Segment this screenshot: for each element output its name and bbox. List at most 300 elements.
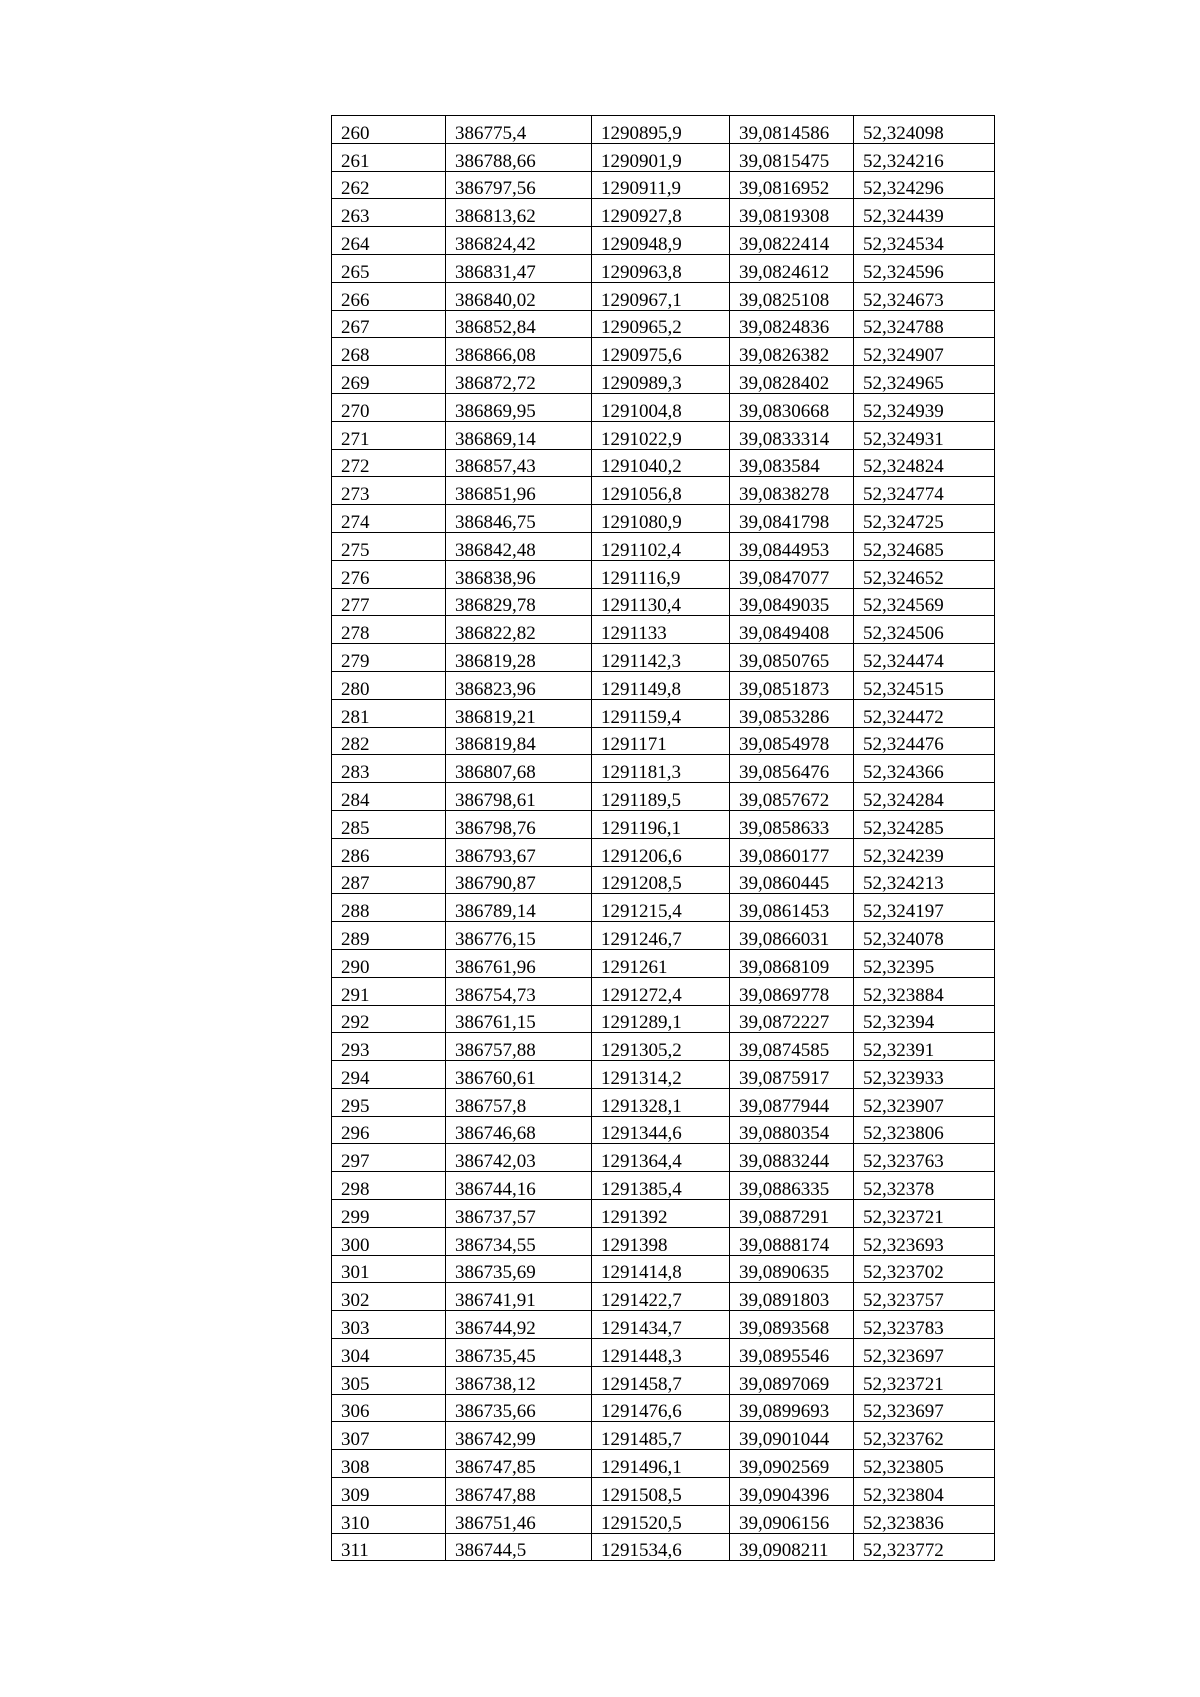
latitude-cell: 52,324285 <box>854 810 995 838</box>
point-number-cell: 299 <box>332 1200 446 1228</box>
latitude-cell: 52,324939 <box>854 393 995 421</box>
latitude-cell: 52,323783 <box>854 1311 995 1339</box>
point-number-cell: 265 <box>332 254 446 282</box>
point-number-cell: 293 <box>332 1033 446 1061</box>
y-coordinate-cell: 1290927,8 <box>592 199 730 227</box>
y-coordinate-cell: 1290989,3 <box>592 366 730 394</box>
table-row <box>332 616 995 644</box>
longitude-cell: 39,0815475 <box>730 143 854 171</box>
x-coordinate-cell: 386751,46 <box>446 1505 592 1533</box>
y-coordinate-cell: 1291189,5 <box>592 783 730 811</box>
latitude-cell: 52,324213 <box>854 866 995 894</box>
latitude-cell: 52,323697 <box>854 1339 995 1367</box>
point-number-cell: 263 <box>332 199 446 227</box>
y-coordinate-cell: 1291261 <box>592 949 730 977</box>
table-row <box>332 644 995 672</box>
longitude-cell: 39,0824612 <box>730 254 854 282</box>
x-coordinate-cell: 386789,14 <box>446 894 592 922</box>
point-number-cell: 287 <box>332 866 446 894</box>
longitude-cell: 39,0838278 <box>730 477 854 505</box>
x-coordinate-cell: 386788,66 <box>446 143 592 171</box>
table-row <box>332 1033 995 1061</box>
y-coordinate-cell: 1291448,3 <box>592 1339 730 1367</box>
longitude-cell: 39,0899693 <box>730 1394 854 1422</box>
longitude-cell: 39,0851873 <box>730 671 854 699</box>
table-row <box>332 866 995 894</box>
latitude-cell: 52,324965 <box>854 366 995 394</box>
table-row <box>332 1311 995 1339</box>
point-number-cell: 298 <box>332 1172 446 1200</box>
y-coordinate-cell: 1291385,4 <box>592 1172 730 1200</box>
y-coordinate-cell: 1291328,1 <box>592 1088 730 1116</box>
x-coordinate-cell: 386807,68 <box>446 755 592 783</box>
y-coordinate-cell: 1291246,7 <box>592 922 730 950</box>
table-row <box>332 949 995 977</box>
longitude-cell: 39,0874585 <box>730 1033 854 1061</box>
latitude-cell: 52,324515 <box>854 671 995 699</box>
table-row <box>332 227 995 255</box>
y-coordinate-cell: 1291149,8 <box>592 671 730 699</box>
table-row <box>332 254 995 282</box>
longitude-cell: 39,0877944 <box>730 1088 854 1116</box>
latitude-cell: 52,323806 <box>854 1116 995 1144</box>
x-coordinate-cell: 386741,91 <box>446 1283 592 1311</box>
table-row <box>332 699 995 727</box>
latitude-cell: 52,324098 <box>854 116 995 144</box>
longitude-cell: 39,0872227 <box>730 1005 854 1033</box>
latitude-cell: 52,324652 <box>854 560 995 588</box>
x-coordinate-cell: 386744,16 <box>446 1172 592 1200</box>
x-coordinate-cell: 386869,95 <box>446 393 592 421</box>
y-coordinate-cell: 1291208,5 <box>592 866 730 894</box>
x-coordinate-cell: 386822,82 <box>446 616 592 644</box>
x-coordinate-cell: 386761,15 <box>446 1005 592 1033</box>
x-coordinate-cell: 386831,47 <box>446 254 592 282</box>
point-number-cell: 308 <box>332 1450 446 1478</box>
y-coordinate-cell: 1291414,8 <box>592 1255 730 1283</box>
y-coordinate-cell: 1290967,1 <box>592 282 730 310</box>
table-row <box>332 1366 995 1394</box>
longitude-cell: 39,0860445 <box>730 866 854 894</box>
point-number-cell: 300 <box>332 1227 446 1255</box>
latitude-cell: 52,324534 <box>854 227 995 255</box>
longitude-cell: 39,0854978 <box>730 727 854 755</box>
point-number-cell: 295 <box>332 1088 446 1116</box>
table-row <box>332 894 995 922</box>
table-row <box>332 1172 995 1200</box>
point-number-cell: 285 <box>332 810 446 838</box>
y-coordinate-cell: 1291206,6 <box>592 838 730 866</box>
latitude-cell: 52,324216 <box>854 143 995 171</box>
longitude-cell: 39,0856476 <box>730 755 854 783</box>
point-number-cell: 297 <box>332 1144 446 1172</box>
y-coordinate-cell: 1291398 <box>592 1227 730 1255</box>
y-coordinate-cell: 1291130,4 <box>592 588 730 616</box>
longitude-cell: 39,0906156 <box>730 1505 854 1533</box>
latitude-cell: 52,323693 <box>854 1227 995 1255</box>
y-coordinate-cell: 1291022,9 <box>592 421 730 449</box>
latitude-cell: 52,324596 <box>854 254 995 282</box>
table-row <box>332 1478 995 1506</box>
table-row <box>332 532 995 560</box>
table-row <box>332 143 995 171</box>
longitude-cell: 39,0891803 <box>730 1283 854 1311</box>
x-coordinate-cell: 386866,08 <box>446 338 592 366</box>
point-number-cell: 283 <box>332 755 446 783</box>
table-row <box>332 199 995 227</box>
latitude-cell: 52,323907 <box>854 1088 995 1116</box>
longitude-cell: 39,083584 <box>730 449 854 477</box>
table-row <box>332 1283 995 1311</box>
point-number-cell: 281 <box>332 699 446 727</box>
point-number-cell: 310 <box>332 1505 446 1533</box>
y-coordinate-cell: 1291392 <box>592 1200 730 1228</box>
point-number-cell: 291 <box>332 977 446 1005</box>
latitude-cell: 52,324907 <box>854 338 995 366</box>
table-row <box>332 449 995 477</box>
table-row <box>332 1255 995 1283</box>
point-number-cell: 275 <box>332 532 446 560</box>
longitude-cell: 39,0847077 <box>730 560 854 588</box>
y-coordinate-cell: 1291215,4 <box>592 894 730 922</box>
y-coordinate-cell: 1291434,7 <box>592 1311 730 1339</box>
latitude-cell: 52,32395 <box>854 949 995 977</box>
point-number-cell: 304 <box>332 1339 446 1367</box>
table-row <box>332 1533 995 1561</box>
point-number-cell: 306 <box>332 1394 446 1422</box>
table-row <box>332 810 995 838</box>
x-coordinate-cell: 386852,84 <box>446 310 592 338</box>
point-number-cell: 282 <box>332 727 446 755</box>
table-row <box>332 393 995 421</box>
y-coordinate-cell: 1291422,7 <box>592 1283 730 1311</box>
y-coordinate-cell: 1291458,7 <box>592 1366 730 1394</box>
latitude-cell: 52,324506 <box>854 616 995 644</box>
x-coordinate-cell: 386757,8 <box>446 1088 592 1116</box>
x-coordinate-cell: 386735,45 <box>446 1339 592 1367</box>
table-row <box>332 1505 995 1533</box>
longitude-cell: 39,0850765 <box>730 644 854 672</box>
longitude-cell: 39,0868109 <box>730 949 854 977</box>
longitude-cell: 39,0841798 <box>730 505 854 533</box>
point-number-cell: 292 <box>332 1005 446 1033</box>
x-coordinate-cell: 386869,14 <box>446 421 592 449</box>
x-coordinate-cell: 386735,69 <box>446 1255 592 1283</box>
longitude-cell: 39,0890635 <box>730 1255 854 1283</box>
x-coordinate-cell: 386857,43 <box>446 449 592 477</box>
longitude-cell: 39,0904396 <box>730 1478 854 1506</box>
longitude-cell: 39,0869778 <box>730 977 854 1005</box>
x-coordinate-cell: 386838,96 <box>446 560 592 588</box>
point-number-cell: 264 <box>332 227 446 255</box>
longitude-cell: 39,0819308 <box>730 199 854 227</box>
longitude-cell: 39,0886335 <box>730 1172 854 1200</box>
table-row <box>332 310 995 338</box>
x-coordinate-cell: 386776,15 <box>446 922 592 950</box>
y-coordinate-cell: 1291508,5 <box>592 1478 730 1506</box>
longitude-cell: 39,0893568 <box>730 1311 854 1339</box>
x-coordinate-cell: 386819,84 <box>446 727 592 755</box>
point-number-cell: 278 <box>332 616 446 644</box>
longitude-cell: 39,0880354 <box>730 1116 854 1144</box>
x-coordinate-cell: 386797,56 <box>446 171 592 199</box>
latitude-cell: 52,323772 <box>854 1533 995 1561</box>
table-row <box>332 366 995 394</box>
table-row <box>332 671 995 699</box>
y-coordinate-cell: 1291520,5 <box>592 1505 730 1533</box>
latitude-cell: 52,324788 <box>854 310 995 338</box>
y-coordinate-cell: 1291485,7 <box>592 1422 730 1450</box>
coordinates-table <box>331 115 995 1561</box>
table-row <box>332 755 995 783</box>
point-number-cell: 272 <box>332 449 446 477</box>
point-number-cell: 288 <box>332 894 446 922</box>
latitude-cell: 52,324284 <box>854 783 995 811</box>
point-number-cell: 279 <box>332 644 446 672</box>
y-coordinate-cell: 1291171 <box>592 727 730 755</box>
point-number-cell: 305 <box>332 1366 446 1394</box>
y-coordinate-cell: 1291181,3 <box>592 755 730 783</box>
latitude-cell: 52,323721 <box>854 1200 995 1228</box>
longitude-cell: 39,0875917 <box>730 1061 854 1089</box>
y-coordinate-cell: 1290901,9 <box>592 143 730 171</box>
longitude-cell: 39,0861453 <box>730 894 854 922</box>
coordinates-table-body <box>332 116 995 1561</box>
point-number-cell: 301 <box>332 1255 446 1283</box>
point-number-cell: 261 <box>332 143 446 171</box>
point-number-cell: 289 <box>332 922 446 950</box>
longitude-cell: 39,0883244 <box>730 1144 854 1172</box>
longitude-cell: 39,0849035 <box>730 588 854 616</box>
y-coordinate-cell: 1291272,4 <box>592 977 730 1005</box>
latitude-cell: 52,323804 <box>854 1478 995 1506</box>
latitude-cell: 52,323697 <box>854 1394 995 1422</box>
x-coordinate-cell: 386842,48 <box>446 532 592 560</box>
point-number-cell: 290 <box>332 949 446 977</box>
table-row <box>332 1088 995 1116</box>
x-coordinate-cell: 386747,88 <box>446 1478 592 1506</box>
point-number-cell: 267 <box>332 310 446 338</box>
table-row <box>332 171 995 199</box>
y-coordinate-cell: 1291476,6 <box>592 1394 730 1422</box>
latitude-cell: 52,324239 <box>854 838 995 866</box>
y-coordinate-cell: 1291080,9 <box>592 505 730 533</box>
x-coordinate-cell: 386823,96 <box>446 671 592 699</box>
y-coordinate-cell: 1291116,9 <box>592 560 730 588</box>
x-coordinate-cell: 386746,68 <box>446 1116 592 1144</box>
point-number-cell: 303 <box>332 1311 446 1339</box>
x-coordinate-cell: 386793,67 <box>446 838 592 866</box>
longitude-cell: 39,0833314 <box>730 421 854 449</box>
longitude-cell: 39,0897069 <box>730 1366 854 1394</box>
point-number-cell: 307 <box>332 1422 446 1450</box>
x-coordinate-cell: 386760,61 <box>446 1061 592 1089</box>
table-row <box>332 838 995 866</box>
point-number-cell: 262 <box>332 171 446 199</box>
y-coordinate-cell: 1291289,1 <box>592 1005 730 1033</box>
latitude-cell: 52,323933 <box>854 1061 995 1089</box>
x-coordinate-cell: 386747,85 <box>446 1450 592 1478</box>
latitude-cell: 52,323757 <box>854 1283 995 1311</box>
y-coordinate-cell: 1290948,9 <box>592 227 730 255</box>
table-row <box>332 1116 995 1144</box>
y-coordinate-cell: 1291133 <box>592 616 730 644</box>
point-number-cell: 269 <box>332 366 446 394</box>
latitude-cell: 52,323702 <box>854 1255 995 1283</box>
latitude-cell: 52,32391 <box>854 1033 995 1061</box>
longitude-cell: 39,0858633 <box>730 810 854 838</box>
longitude-cell: 39,0822414 <box>730 227 854 255</box>
table-row <box>332 783 995 811</box>
longitude-cell: 39,0901044 <box>730 1422 854 1450</box>
y-coordinate-cell: 1290965,2 <box>592 310 730 338</box>
latitude-cell: 52,324476 <box>854 727 995 755</box>
table-row <box>332 560 995 588</box>
x-coordinate-cell: 386846,75 <box>446 505 592 533</box>
y-coordinate-cell: 1290895,9 <box>592 116 730 144</box>
latitude-cell: 52,32378 <box>854 1172 995 1200</box>
latitude-cell: 52,324078 <box>854 922 995 950</box>
y-coordinate-cell: 1290975,6 <box>592 338 730 366</box>
y-coordinate-cell: 1291314,2 <box>592 1061 730 1089</box>
longitude-cell: 39,0860177 <box>730 838 854 866</box>
point-number-cell: 286 <box>332 838 446 866</box>
y-coordinate-cell: 1291196,1 <box>592 810 730 838</box>
latitude-cell: 52,323884 <box>854 977 995 1005</box>
table-row <box>332 727 995 755</box>
y-coordinate-cell: 1291056,8 <box>592 477 730 505</box>
point-number-cell: 268 <box>332 338 446 366</box>
point-number-cell: 284 <box>332 783 446 811</box>
y-coordinate-cell: 1291159,4 <box>592 699 730 727</box>
longitude-cell: 39,0825108 <box>730 282 854 310</box>
x-coordinate-cell: 386737,57 <box>446 1200 592 1228</box>
longitude-cell: 39,0824836 <box>730 310 854 338</box>
x-coordinate-cell: 386829,78 <box>446 588 592 616</box>
table-row <box>332 1144 995 1172</box>
latitude-cell: 52,324774 <box>854 477 995 505</box>
point-number-cell: 276 <box>332 560 446 588</box>
longitude-cell: 39,0866031 <box>730 922 854 950</box>
point-number-cell: 311 <box>332 1533 446 1561</box>
latitude-cell: 52,324197 <box>854 894 995 922</box>
x-coordinate-cell: 386824,42 <box>446 227 592 255</box>
x-coordinate-cell: 386775,4 <box>446 116 592 144</box>
point-number-cell: 260 <box>332 116 446 144</box>
point-number-cell: 302 <box>332 1283 446 1311</box>
latitude-cell: 52,324366 <box>854 755 995 783</box>
longitude-cell: 39,0887291 <box>730 1200 854 1228</box>
latitude-cell: 52,323763 <box>854 1144 995 1172</box>
x-coordinate-cell: 386790,87 <box>446 866 592 894</box>
longitude-cell: 39,0902569 <box>730 1450 854 1478</box>
table-row <box>332 1005 995 1033</box>
table-row <box>332 922 995 950</box>
latitude-cell: 52,324931 <box>854 421 995 449</box>
x-coordinate-cell: 386798,61 <box>446 783 592 811</box>
latitude-cell: 52,324673 <box>854 282 995 310</box>
y-coordinate-cell: 1290963,8 <box>592 254 730 282</box>
table-row <box>332 477 995 505</box>
table-row <box>332 505 995 533</box>
latitude-cell: 52,324569 <box>854 588 995 616</box>
point-number-cell: 266 <box>332 282 446 310</box>
y-coordinate-cell: 1291496,1 <box>592 1450 730 1478</box>
longitude-cell: 39,0849408 <box>730 616 854 644</box>
point-number-cell: 271 <box>332 421 446 449</box>
point-number-cell: 296 <box>332 1116 446 1144</box>
longitude-cell: 39,0828402 <box>730 366 854 394</box>
latitude-cell: 52,323721 <box>854 1366 995 1394</box>
y-coordinate-cell: 1291305,2 <box>592 1033 730 1061</box>
longitude-cell: 39,0857672 <box>730 783 854 811</box>
latitude-cell: 52,324474 <box>854 644 995 672</box>
x-coordinate-cell: 386819,21 <box>446 699 592 727</box>
longitude-cell: 39,0895546 <box>730 1339 854 1367</box>
latitude-cell: 52,324824 <box>854 449 995 477</box>
table-row <box>332 282 995 310</box>
longitude-cell: 39,0888174 <box>730 1227 854 1255</box>
x-coordinate-cell: 386851,96 <box>446 477 592 505</box>
point-number-cell: 309 <box>332 1478 446 1506</box>
y-coordinate-cell: 1290911,9 <box>592 171 730 199</box>
latitude-cell: 52,32394 <box>854 1005 995 1033</box>
y-coordinate-cell: 1291142,3 <box>592 644 730 672</box>
x-coordinate-cell: 386840,02 <box>446 282 592 310</box>
point-number-cell: 280 <box>332 671 446 699</box>
longitude-cell: 39,0814586 <box>730 116 854 144</box>
table-row <box>332 1339 995 1367</box>
latitude-cell: 52,323805 <box>854 1450 995 1478</box>
point-number-cell: 294 <box>332 1061 446 1089</box>
latitude-cell: 52,324685 <box>854 532 995 560</box>
point-number-cell: 270 <box>332 393 446 421</box>
latitude-cell: 52,324439 <box>854 199 995 227</box>
latitude-cell: 52,324296 <box>854 171 995 199</box>
x-coordinate-cell: 386872,72 <box>446 366 592 394</box>
x-coordinate-cell: 386742,99 <box>446 1422 592 1450</box>
table-row <box>332 338 995 366</box>
x-coordinate-cell: 386761,96 <box>446 949 592 977</box>
x-coordinate-cell: 386813,62 <box>446 199 592 227</box>
table-row <box>332 1227 995 1255</box>
table-row <box>332 1200 995 1228</box>
x-coordinate-cell: 386738,12 <box>446 1366 592 1394</box>
longitude-cell: 39,0853286 <box>730 699 854 727</box>
table-row <box>332 588 995 616</box>
table-row <box>332 1450 995 1478</box>
longitude-cell: 39,0830668 <box>730 393 854 421</box>
y-coordinate-cell: 1291040,2 <box>592 449 730 477</box>
latitude-cell: 52,324472 <box>854 699 995 727</box>
x-coordinate-cell: 386819,28 <box>446 644 592 672</box>
latitude-cell: 52,323836 <box>854 1505 995 1533</box>
point-number-cell: 274 <box>332 505 446 533</box>
x-coordinate-cell: 386742,03 <box>446 1144 592 1172</box>
longitude-cell: 39,0826382 <box>730 338 854 366</box>
point-number-cell: 273 <box>332 477 446 505</box>
y-coordinate-cell: 1291364,4 <box>592 1144 730 1172</box>
table-row <box>332 1061 995 1089</box>
point-number-cell: 277 <box>332 588 446 616</box>
table-row <box>332 977 995 1005</box>
table-row <box>332 116 995 144</box>
x-coordinate-cell: 386744,92 <box>446 1311 592 1339</box>
table-row <box>332 1394 995 1422</box>
y-coordinate-cell: 1291344,6 <box>592 1116 730 1144</box>
table-row <box>332 1422 995 1450</box>
longitude-cell: 39,0816952 <box>730 171 854 199</box>
